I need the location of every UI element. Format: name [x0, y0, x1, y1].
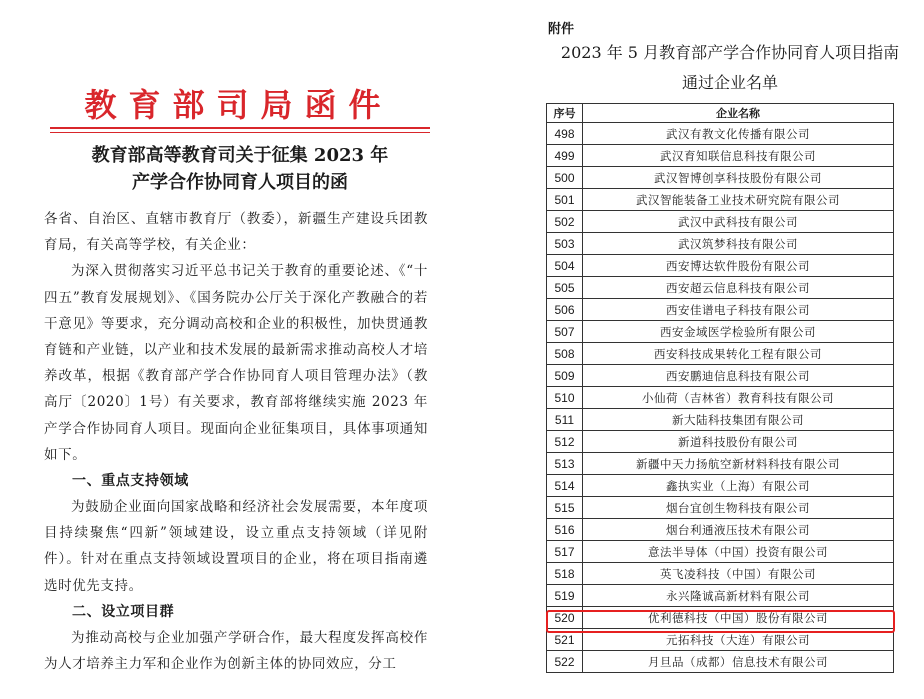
company-name: 鑫执实业（上海）有限公司 — [583, 475, 894, 497]
table-row — [547, 431, 894, 453]
table-row — [547, 409, 894, 431]
company-name: 新道科技股份有限公司 — [583, 431, 894, 453]
paragraph-3: 为推动高校与企业加强产学研合作，最大程度发挥高校作为人才培养主力军和企业作为创新主体的协同效应，分工 — [44, 629, 428, 673]
letter-title — [50, 142, 430, 196]
company-name: 元拓科技（大连）有限公司 — [583, 629, 894, 651]
column-header-number: 序号 — [547, 104, 583, 123]
row-number: 511 — [547, 409, 583, 431]
row-number: 499 — [547, 145, 583, 167]
paragraph-1: 为深入贯彻落实习近平总书记关于教育的重要论述、《“十四五”教育发展规划》、《国务院办公厅关于深化产教融合的若干意见》等要求，充分调动高校和企业的积极性，加快贯通教育链和产业链，以产业和技术发展的最新需求推动高校人才培养改革，根据《教育部产学合作协同育人项目管理办法》（教高厅〔2020〕1号）有关要求，教育部将继续实施 2023 年产学合作协同育人项目。现面向企业征集项目，具体事项通知如下。 — [44, 263, 428, 463]
letter-body — [44, 206, 428, 677]
row-number: 503 — [547, 233, 583, 255]
annex-title-line2: 通过企业名单 — [681, 73, 778, 92]
table-row — [547, 145, 894, 167]
table-row — [547, 299, 894, 321]
company-name: 新疆中天力扬航空新材料科技有限公司 — [583, 453, 894, 475]
table-row — [547, 563, 894, 585]
row-number: 520 — [547, 607, 583, 629]
row-number: 500 — [547, 167, 583, 189]
company-name: 西安金域医学检验所有限公司 — [583, 321, 894, 343]
table-row — [547, 365, 894, 387]
company-name: 武汉有教文化传播有限公司 — [583, 123, 894, 145]
company-name: 小仙荷（吉林省）教育科技有限公司 — [583, 387, 894, 409]
row-number: 513 — [547, 453, 583, 475]
letter-title-line1: 教育部高等教育司关于征集 2023 年 — [91, 145, 389, 166]
row-number: 507 — [547, 321, 583, 343]
row-number: 502 — [547, 211, 583, 233]
row-number: 515 — [547, 497, 583, 519]
table-row — [547, 211, 894, 233]
company-name: 武汉智能装备工业技术研究院有限公司 — [583, 189, 894, 211]
row-number: 504 — [547, 255, 583, 277]
row-number: 518 — [547, 563, 583, 585]
company-name: 西安鹏迪信息科技有限公司 — [583, 365, 894, 387]
row-number: 514 — [547, 475, 583, 497]
table-row — [547, 585, 894, 607]
table-row — [547, 629, 894, 651]
company-name: 西安博达软件股份有限公司 — [583, 255, 894, 277]
row-number: 510 — [547, 387, 583, 409]
row-number: 517 — [547, 541, 583, 563]
company-name: 永兴隆诚高新材料有限公司 — [583, 585, 894, 607]
table-header-row — [547, 104, 894, 123]
table-row — [547, 651, 894, 673]
company-name: 月旦品（成都）信息技术有限公司 — [583, 651, 894, 673]
company-name: 武汉育知联信息科技有限公司 — [583, 145, 894, 167]
table-row — [547, 519, 894, 541]
company-name: 武汉筑梦科技有限公司 — [583, 233, 894, 255]
table-row — [547, 475, 894, 497]
letter-title-line2: 产学合作协同育人项目的函 — [132, 172, 348, 193]
row-number: 519 — [547, 585, 583, 607]
company-name: 武汉智博创享科技股份有限公司 — [583, 167, 894, 189]
row-number: 512 — [547, 431, 583, 453]
company-table — [546, 103, 894, 673]
table-row — [547, 277, 894, 299]
table-row — [547, 167, 894, 189]
row-number: 521 — [547, 629, 583, 651]
table-row — [547, 233, 894, 255]
company-name: 新大陆科技集团有限公司 — [583, 409, 894, 431]
heading-2: 二、设立项目群 — [72, 603, 175, 620]
row-number: 508 — [547, 343, 583, 365]
annex-title — [540, 38, 920, 98]
table-row — [547, 497, 894, 519]
table-row — [547, 321, 894, 343]
column-header-company: 企业名称 — [583, 104, 894, 123]
row-number: 498 — [547, 123, 583, 145]
annex-title-line1: 2023 年 5 月教育部产学合作协同育人项目指南 — [560, 43, 900, 62]
company-name: 西安科技成果转化工程有限公司 — [583, 343, 894, 365]
heading-1: 一、重点支持领域 — [72, 473, 189, 490]
row-number: 516 — [547, 519, 583, 541]
company-name: 烟台宜创生物科技有限公司 — [583, 497, 894, 519]
letterhead: 教育部司局函件 — [84, 86, 393, 124]
company-name: 意法半导体（中国）投资有限公司 — [583, 541, 894, 563]
letterhead-rule-thin — [50, 132, 430, 133]
paragraph-2: 为鼓励企业面向国家战略和经济社会发展需要，本年度项目持续聚焦“四新”领域建设，设立重点支持领域（详见附件）。针对在重点支持领域设置项目的企业，将在项目指南遴选时优先支持。 — [44, 499, 428, 594]
table-row — [547, 343, 894, 365]
letterhead-rule-thick — [50, 127, 430, 129]
table-row — [547, 453, 894, 475]
row-number: 506 — [547, 299, 583, 321]
company-name: 烟台利通液压技术有限公司 — [583, 519, 894, 541]
table-row — [547, 387, 894, 409]
company-name: 英飞凌科技（中国）有限公司 — [583, 563, 894, 585]
annex-label: 附件 — [548, 22, 575, 37]
row-number: 522 — [547, 651, 583, 673]
row-number: 509 — [547, 365, 583, 387]
company-name: 西安佳谱电子科技有限公司 — [583, 299, 894, 321]
table-row — [547, 189, 894, 211]
table-row — [547, 255, 894, 277]
company-name: 优利德科技（中国）股份有限公司 — [583, 607, 894, 629]
row-number: 505 — [547, 277, 583, 299]
table-row — [547, 123, 894, 145]
company-name: 武汉中武科技有限公司 — [583, 211, 894, 233]
table-row — [547, 607, 894, 629]
table-row — [547, 541, 894, 563]
row-number: 501 — [547, 189, 583, 211]
company-name: 西安超云信息科技有限公司 — [583, 277, 894, 299]
salutation: 各省、自治区、直辖市教育厅（教委），新疆生产建设兵团教育局，有关高等学校，有关企业： — [44, 211, 428, 254]
